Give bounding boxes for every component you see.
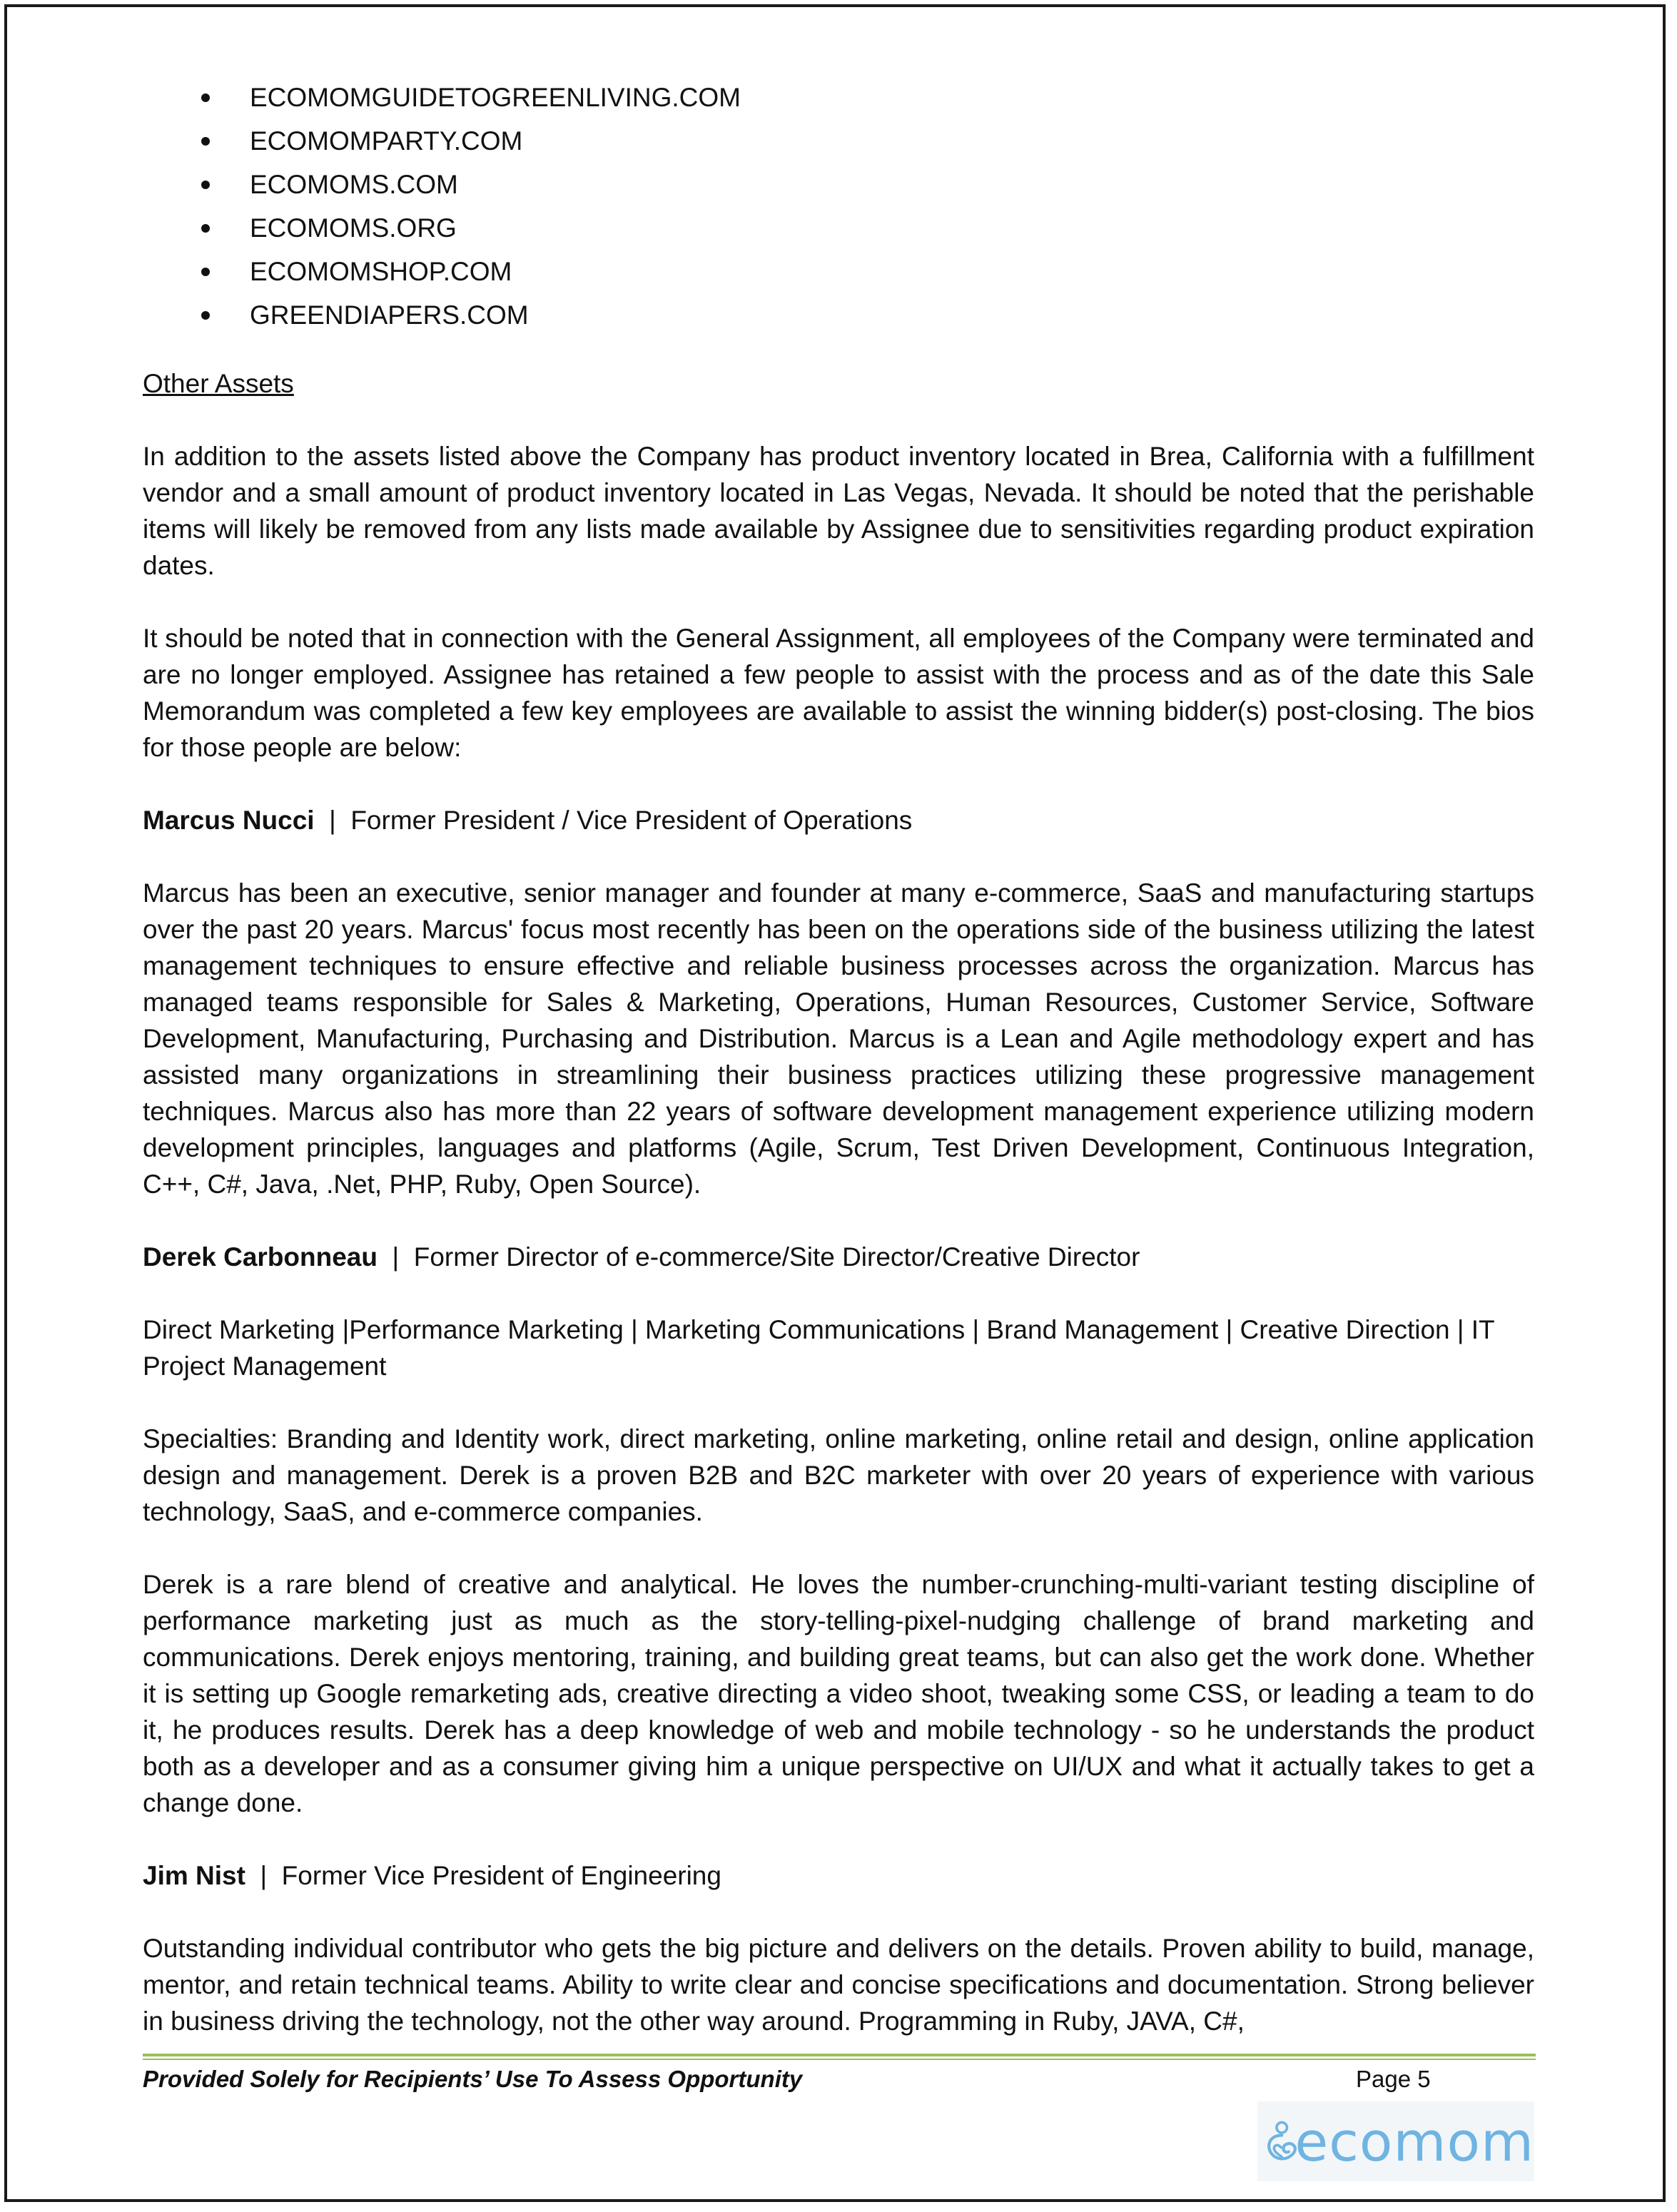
other-assets-paragraph: In addition to the assets listed above the Company has product inventory located in Brea, California with a fulfillment vendor and a small amount of product inventory located in Las Vegas, Nevada. It should be noted that the perishable items will likely be removed from any lists made available by Assignee due to sensitivities regarding product expiration dates.: [143, 442, 1534, 580]
bullet-icon: [201, 93, 210, 102]
list-item: GREENDIAPERS.COM: [143, 293, 1534, 337]
bio-body-marcus: Marcus has been an executive, senior manager and founder at many e-commerce, SaaS and manufacturing startups over the past 20 years. Marcus' focus most recently has been on the operations side of the business utilizing the latest management techniques to ensure effective and reliable business processes across the organization. Marcus has managed teams responsible for Sales & Marketing, Operations, Human Resources, Customer Service, Software Development, Manufacturing, Purchasing and Distribution. Marcus is a Lean and Agile methodology expert and has assisted many organizations in streamlining their business practices utilizing these progressive management techniques. Marcus also has more than 22 years of software development management experience utilizing modern development principles, languages and platforms (Agile, Scrum, Test Driven Development, Continuous Integration, C++, C#, Java, .Net, PHP, Ruby, Open Source).: [143, 878, 1534, 1199]
mother-child-icon: [1265, 2107, 1299, 2176]
bio-specialties-derek: Specialties: Branding and Identity work, direct marketing, online marketing, online retail and design, online application design and management. Derek is a proven B2B and B2C marketer with over 20 years of experience with various technology, SaaS, and e-commerce companies.: [143, 1424, 1534, 1526]
bio-body-jim: Outstanding individual contributor who gets the big picture and delivers on the details. Proven ability to build, manage, mentor, and retain technical teams. Ability to write clear and concise specifications and documentation. Strong believer in business driving the technology, not the other way around. Programming in Ruby, JAVA, C#,: [143, 1934, 1534, 2036]
bullet-icon: [201, 268, 210, 276]
list-item: ECOMOMPARTY.COM: [143, 119, 1534, 163]
bio-heading-derek: [143, 1239, 1534, 1275]
list-item: ECOMOMS.COM: [143, 163, 1534, 206]
footer-divider: [143, 2059, 1536, 2060]
page-number: Page 5: [1356, 2066, 1431, 2092]
bullet-icon: [201, 137, 210, 146]
bio-heading-marcus: [143, 802, 1534, 838]
bio-name: Derek Carbonneau: [143, 1242, 378, 1272]
bio-body-derek: Derek is a rare blend of creative and analytical. He loves the number-crunching-multi-variant testing discipline of performance marketing just as much as the story-telling-pixel-nudging challenge of brand marketing and communications. Derek enjoys mentoring, training, and building great teams, but can also get the work done. Whether it is setting up Google remarketing ads, creative directing a video shoot, tweaking some CSS, or leading a team to do it, he produces results. Derek has a deep knowledge of web and mobile technology - so he understands the product both as a developer and as a consumer giving him a unique perspective on UI/UX and what it actually takes to get a change done.: [143, 1570, 1534, 1817]
logo-wordmark: ecomom: [1295, 2109, 1534, 2173]
domain-list: [143, 76, 1534, 337]
bio-name: Jim Nist: [143, 1861, 245, 1890]
bio-title: | Former Vice President of Engineering: [245, 1861, 721, 1890]
bio-heading-jim: [143, 1857, 1534, 1894]
other-assets-heading: Other Assets: [143, 369, 294, 398]
bio-title: | Former President / Vice President of Operations: [314, 806, 913, 835]
footer-divider: [143, 2054, 1536, 2056]
ecomom-logo: [1257, 2101, 1534, 2181]
list-item: ECOMOMS.ORG: [143, 206, 1534, 250]
list-item: ECOMOMGUIDETOGREENLIVING.COM: [143, 76, 1534, 119]
document-body: [143, 76, 1534, 2039]
bio-name: Marcus Nucci: [143, 806, 315, 835]
bio-title: | Former Director of e-commerce/Site Director/Creative Director: [378, 1242, 1140, 1272]
employees-paragraph: It should be noted that in connection with the General Assignment, all employees of the Company were terminated and are no longer employed. Assignee has retained a few people to assist with the process and as of the date this Sale Memorandum was completed a few key employees are available to assist the winning bidder(s) post-closing. The bios for those people are below:: [143, 624, 1534, 762]
bullet-icon: [201, 181, 210, 189]
list-item: ECOMOMSHOP.COM: [143, 250, 1534, 293]
footer-disclaimer: Provided Solely for Recipients’ Use To Assess Opportunity: [143, 2066, 803, 2092]
bullet-icon: [201, 224, 210, 233]
bullet-icon: [201, 311, 210, 320]
bio-skills-derek: Direct Marketing |Performance Marketing | Marketing Communications | Brand Management | Creative Direction | IT Project Management: [143, 1315, 1494, 1381]
